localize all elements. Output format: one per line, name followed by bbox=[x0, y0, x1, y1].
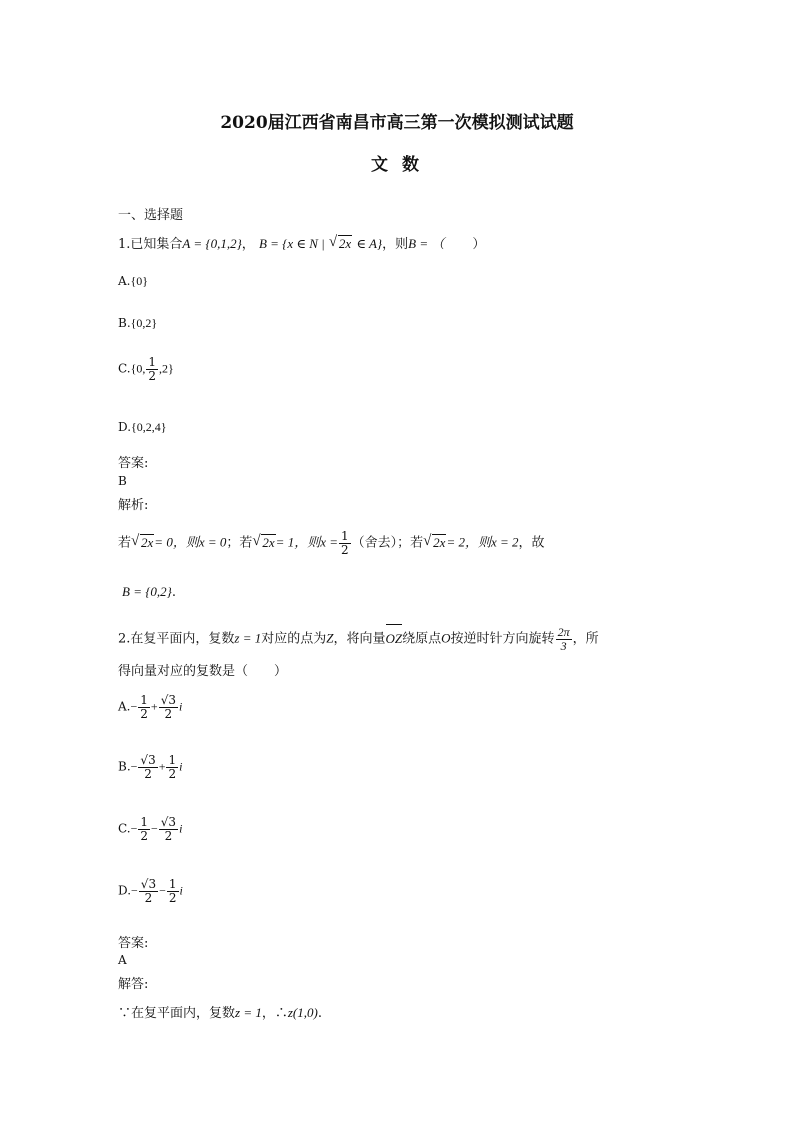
fraction bbox=[139, 878, 158, 904]
q2-option-a bbox=[118, 694, 182, 720]
analysis-text: ；若 bbox=[226, 535, 253, 551]
q2-answer: A bbox=[118, 953, 127, 967]
vector-label: OZ bbox=[385, 630, 403, 646]
analysis-sqrt bbox=[423, 532, 446, 551]
q1-analysis-line-2 bbox=[122, 584, 176, 600]
fraction bbox=[138, 816, 150, 842]
q1-prefix: 1.已知集合 bbox=[118, 237, 183, 252]
option-text-post: ,2} bbox=[158, 361, 174, 376]
radical-icon: √ bbox=[423, 532, 432, 549]
q1-option-c bbox=[118, 356, 174, 382]
analysis-text: （舍去）；若 bbox=[351, 535, 424, 551]
fraction-denominator: 2 bbox=[140, 828, 148, 843]
fraction bbox=[556, 626, 572, 652]
fraction-denominator: 2 bbox=[341, 542, 349, 557]
fraction-numerator: 1 bbox=[168, 753, 177, 767]
option-label: A. bbox=[118, 274, 131, 288]
option-text-pre: {0, bbox=[130, 361, 146, 376]
q1-analysis-line-1 bbox=[118, 530, 545, 556]
sqrt-arg: 2x bbox=[433, 534, 446, 550]
analysis-text: . bbox=[171, 585, 177, 600]
q2-text: 按逆时针方向旋转 bbox=[450, 631, 555, 647]
q2-text: ，将向量 bbox=[333, 631, 386, 647]
fraction bbox=[138, 754, 157, 780]
q1-answer: B bbox=[118, 474, 127, 488]
sign: − bbox=[159, 883, 166, 898]
q2-solution-label: 解答: bbox=[118, 977, 149, 992]
fraction-numerator: √3 bbox=[140, 753, 156, 767]
analysis-sqrt bbox=[131, 532, 154, 551]
q2-text: 绕原点 bbox=[402, 631, 442, 647]
radical-icon: √ bbox=[328, 234, 338, 250]
q1-sep: ， bbox=[241, 237, 255, 252]
fraction-numerator: √3 bbox=[160, 693, 176, 707]
q2-solution-line bbox=[118, 1002, 322, 1021]
fraction bbox=[159, 816, 178, 842]
question-1-stem bbox=[118, 233, 485, 252]
imaginary-unit: i bbox=[179, 883, 183, 898]
q2-answer-label: 答案: bbox=[118, 936, 149, 951]
fraction-numerator: 1 bbox=[140, 815, 148, 829]
q1-analysis-label: 解析: bbox=[118, 498, 149, 513]
analysis-math: x = 0 bbox=[198, 534, 227, 550]
analysis-math: B = {0,2} bbox=[122, 584, 172, 599]
q1-option-a bbox=[118, 274, 148, 289]
q2-math: O bbox=[441, 630, 451, 646]
analysis-text: = 1，则 bbox=[275, 534, 321, 550]
question-2-stem-line-2: 得向量对应的复数是（ ） bbox=[118, 664, 288, 679]
sqrt-arg: 2x bbox=[262, 534, 275, 550]
analysis-text: = 0，则 bbox=[154, 534, 199, 550]
fraction-denominator: 2 bbox=[148, 368, 156, 383]
analysis-text: ，故 bbox=[518, 535, 545, 551]
fraction-numerator: 1 bbox=[140, 693, 148, 707]
fraction-denominator: 2 bbox=[168, 766, 177, 781]
question-2-stem-line-1 bbox=[118, 626, 599, 652]
q1-set-a: A = {0,1,2} bbox=[182, 236, 242, 251]
analysis-sqrt bbox=[252, 532, 275, 551]
solution-math: z = 1 bbox=[235, 1005, 262, 1020]
q2-text: ，所 bbox=[572, 631, 599, 647]
q2-math: z = 1 bbox=[234, 630, 262, 646]
sign: − bbox=[130, 759, 138, 774]
radical-icon: √ bbox=[131, 532, 140, 549]
sign: − bbox=[130, 699, 138, 714]
q1-sqrt-arg: 2x bbox=[338, 236, 352, 251]
q2-option-d bbox=[118, 878, 183, 904]
fraction-denominator: 2 bbox=[168, 890, 177, 905]
q2-option-c bbox=[118, 816, 182, 842]
sign: + bbox=[150, 699, 158, 714]
fraction-denominator: 2 bbox=[144, 890, 153, 905]
fraction-numerator: √3 bbox=[140, 877, 157, 891]
fraction-denominator: 3 bbox=[560, 638, 567, 653]
sqrt-arg: 2x bbox=[141, 534, 154, 550]
solution-text: . bbox=[317, 1006, 322, 1021]
analysis-text: = 2，则 bbox=[446, 534, 491, 550]
document-title: 2020届江西省南昌市高三第一次模拟测试试题 bbox=[220, 113, 574, 133]
q2-text: 2.在复平面内，复数 bbox=[118, 631, 235, 647]
analysis-math: x = bbox=[320, 534, 338, 550]
q1-set-b-post: ∈ A} bbox=[356, 236, 383, 251]
option-text: {0,2,4} bbox=[131, 420, 167, 434]
q2-math: Z bbox=[326, 630, 334, 646]
sign: − bbox=[131, 883, 138, 898]
vector-oz bbox=[386, 631, 403, 647]
fraction-denominator: 2 bbox=[144, 766, 152, 781]
fraction-denominator: 2 bbox=[164, 706, 173, 721]
fraction bbox=[146, 356, 158, 382]
q1-option-b bbox=[118, 316, 157, 331]
solution-text: ∵在复平面内，复数 bbox=[118, 1006, 236, 1021]
analysis-math: x = 2 bbox=[490, 534, 519, 550]
radical-icon: √ bbox=[252, 532, 261, 549]
option-label: A. bbox=[118, 699, 131, 714]
fraction bbox=[138, 694, 150, 720]
q1-paren-close: ） bbox=[472, 237, 486, 252]
fraction-numerator: 1 bbox=[168, 877, 177, 891]
solution-math: z(1,0) bbox=[287, 1005, 318, 1020]
q1-set-b-pre: B = {x ∈ N | bbox=[258, 236, 325, 251]
section-heading: 一、选择题 bbox=[118, 208, 184, 223]
option-label: D. bbox=[118, 883, 132, 898]
q2-option-b bbox=[118, 754, 182, 780]
q1-sqrt bbox=[329, 236, 352, 252]
fraction bbox=[159, 694, 178, 720]
option-text: {0} bbox=[130, 274, 149, 288]
fraction bbox=[167, 878, 179, 904]
q1-option-d bbox=[118, 420, 167, 435]
fraction bbox=[339, 530, 351, 556]
option-label: C. bbox=[118, 821, 131, 836]
document-subtitle: 文 数 bbox=[371, 155, 423, 175]
option-label: D. bbox=[118, 420, 132, 434]
analysis-text: 若 bbox=[118, 535, 132, 551]
fraction-numerator: 2π bbox=[557, 625, 570, 639]
fraction-denominator: 2 bbox=[140, 706, 148, 721]
sign: − bbox=[130, 821, 138, 836]
fraction-denominator: 2 bbox=[164, 828, 173, 843]
solution-text: ，∴ bbox=[261, 1006, 288, 1021]
imaginary-unit: i bbox=[179, 821, 183, 836]
imaginary-unit: i bbox=[178, 699, 183, 714]
fraction-numerator: 1 bbox=[341, 529, 349, 543]
q2-text: 对应的点为 bbox=[261, 631, 327, 647]
q1-target: B = （ bbox=[408, 236, 445, 251]
fraction bbox=[166, 754, 178, 780]
vector-arrow-icon bbox=[386, 624, 403, 629]
q1-suffix: ，则 bbox=[382, 237, 409, 252]
option-label: C. bbox=[118, 361, 131, 376]
fraction-numerator: √3 bbox=[160, 815, 177, 829]
sign: + bbox=[158, 759, 166, 774]
fraction-numerator: 1 bbox=[148, 355, 156, 369]
option-label: B. bbox=[118, 759, 131, 774]
q1-answer-label: 答案: bbox=[118, 456, 149, 471]
sign: − bbox=[151, 821, 158, 836]
option-text: {0,2} bbox=[130, 316, 158, 330]
option-label: B. bbox=[118, 316, 131, 330]
imaginary-unit: i bbox=[179, 759, 183, 774]
